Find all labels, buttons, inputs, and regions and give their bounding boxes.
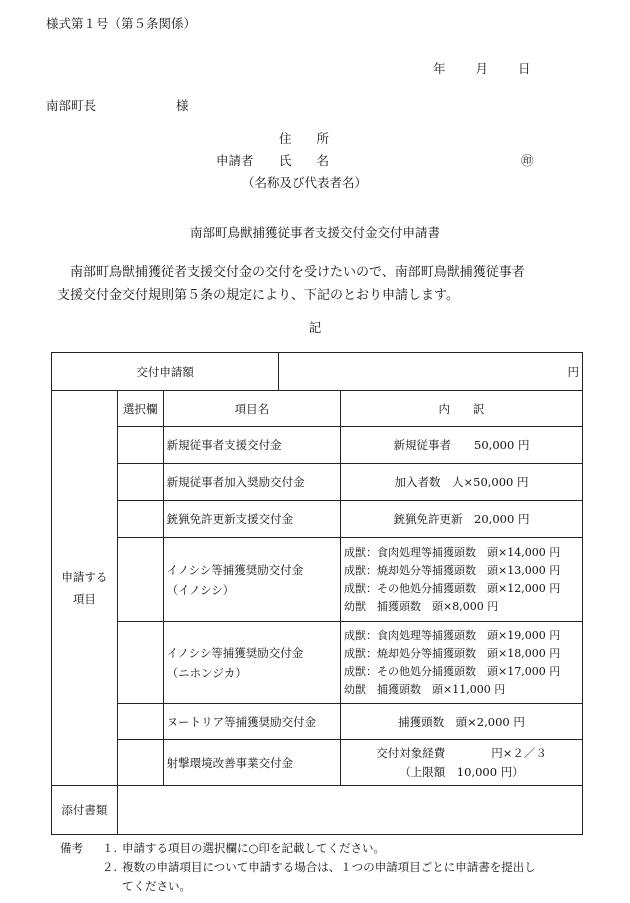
- header-detail: 内 訳: [341, 391, 583, 427]
- detail-line: 成獣：食肉処理等捕獲頭数 頭×19,000 円: [344, 628, 561, 642]
- addressee-name: 南部町長: [46, 98, 97, 113]
- detail-line: 成獣：その他処分捕獲頭数 頭×12,000 円: [344, 581, 561, 595]
- select-cell[interactable]: [117, 740, 163, 786]
- seal-mark: ㊞: [521, 153, 534, 168]
- body-line-2: 支援交付金交付規則第５条の規定により、下記のとおり申請します。: [57, 288, 459, 303]
- note-item-continued: [60, 877, 602, 896]
- item-name: 新規従事者支援交付金: [163, 427, 340, 464]
- amount-label: 交付申請額: [52, 353, 279, 391]
- amount-field[interactable]: [279, 353, 583, 391]
- table-row: [52, 501, 583, 538]
- date-line: [433, 59, 531, 77]
- note-item: [60, 839, 602, 858]
- amount-unit: 円: [567, 364, 579, 379]
- note-text: 複数の申請項目について申請する場合は、１つの申請項目ごとに申請書を提出し: [122, 860, 536, 874]
- document-title: 南部町鳥獣捕獲従事者支援交付金交付申請書: [189, 225, 440, 240]
- attachment-row: [52, 786, 583, 835]
- item-detail: 加入者数 人×50,000 円: [341, 464, 583, 501]
- date-day: 日: [518, 61, 531, 76]
- item-detail: [341, 740, 583, 786]
- item-name: [163, 622, 340, 704]
- select-cell[interactable]: [117, 464, 163, 501]
- attachment-label: 添付書類: [52, 786, 118, 835]
- detail-line: 成獣：焼却処分等捕獲頭数 頭×18,000 円: [344, 646, 561, 660]
- attachment-field[interactable]: [117, 786, 582, 835]
- address-label: 住 所: [279, 131, 330, 146]
- select-cell[interactable]: [117, 501, 163, 538]
- table-row: [52, 704, 583, 740]
- detail-line: 交付対象経費 円×２／３: [376, 745, 547, 760]
- note-text: 申請する項目の選択欄に○印を記載してください。: [122, 841, 386, 855]
- select-cell[interactable]: [117, 538, 163, 622]
- application-table: [51, 352, 583, 835]
- table-row: [52, 740, 583, 786]
- section-label-1: 申請する: [61, 570, 108, 584]
- header-item: 項目名: [163, 391, 340, 427]
- header-row: [52, 391, 583, 427]
- item-name-line-1: イノシシ等捕獲奨励交付金: [166, 562, 304, 577]
- note-number: ２.: [102, 860, 118, 874]
- detail-line: 成獣：焼却処分等捕獲頭数 頭×13,000 円: [344, 563, 561, 577]
- select-cell[interactable]: [117, 622, 163, 704]
- item-name: 射撃環境改善事業交付金: [163, 740, 340, 786]
- notes-label: 備考: [60, 841, 83, 855]
- item-name-line-1: イノシシ等捕獲奨励交付金: [166, 645, 304, 660]
- notes: [60, 839, 602, 896]
- table-row: [52, 538, 583, 622]
- header-select: 選択欄: [117, 391, 163, 427]
- detail-line: （上限額 10,000 円）: [399, 764, 524, 779]
- detail-line: 幼獣 捕獲頭数 頭×8,000 円: [344, 599, 499, 613]
- note-number: １.: [102, 841, 118, 855]
- section-label: [52, 391, 118, 786]
- ki-heading: 記: [308, 320, 322, 335]
- note-text-cont: てください。: [122, 879, 191, 893]
- representative-label: （名称及び代表者名）: [242, 175, 368, 190]
- table-row: [52, 622, 583, 704]
- date-year: 年: [433, 61, 446, 76]
- form-number: 様式第１号（第５条関係）: [46, 16, 197, 31]
- item-detail: 新規従事者 50,000 円: [341, 427, 583, 464]
- applicant-label: 申請者: [216, 153, 254, 168]
- body-line-1: 南部町鳥獣捕獲従者支援交付金の交付を受けたいので、南部町鳥獣捕獲従事者: [70, 265, 525, 280]
- item-detail: [341, 538, 583, 622]
- item-name-line-2: （ニホンジカ）: [166, 665, 247, 680]
- addressee-honorific: 様: [176, 98, 189, 113]
- table-row: [52, 427, 583, 464]
- detail-line: 成獣：その他処分捕獲頭数 頭×17,000 円: [344, 664, 561, 678]
- item-name: [163, 538, 340, 622]
- detail-line: 成獣：食肉処理等捕獲頭数 頭×14,000 円: [344, 545, 561, 559]
- body-text: [57, 261, 592, 307]
- note-item: [60, 858, 602, 877]
- select-cell[interactable]: [117, 704, 163, 740]
- item-detail: [341, 622, 583, 704]
- name-label: 氏 名: [279, 153, 330, 168]
- item-name: ヌートリア等捕獲奨励交付金: [163, 704, 340, 740]
- table-row: [52, 464, 583, 501]
- select-cell[interactable]: [117, 427, 163, 464]
- date-month: 月: [475, 61, 489, 76]
- addressee: [46, 96, 189, 114]
- item-name: 新規従事者加入奨励交付金: [163, 464, 340, 501]
- item-name: 銃猟免許更新支援交付金: [163, 501, 340, 538]
- amount-row: [52, 353, 583, 391]
- item-name-line-2: （イノシシ）: [166, 582, 235, 597]
- section-label-2: 項目: [72, 592, 96, 606]
- detail-line: 幼獣 捕獲頭数 頭×11,000 円: [344, 682, 506, 696]
- item-detail: 銃猟免許更新 20,000 円: [341, 501, 583, 538]
- item-detail: 捕獲頭数 頭×2,000 円: [341, 704, 583, 740]
